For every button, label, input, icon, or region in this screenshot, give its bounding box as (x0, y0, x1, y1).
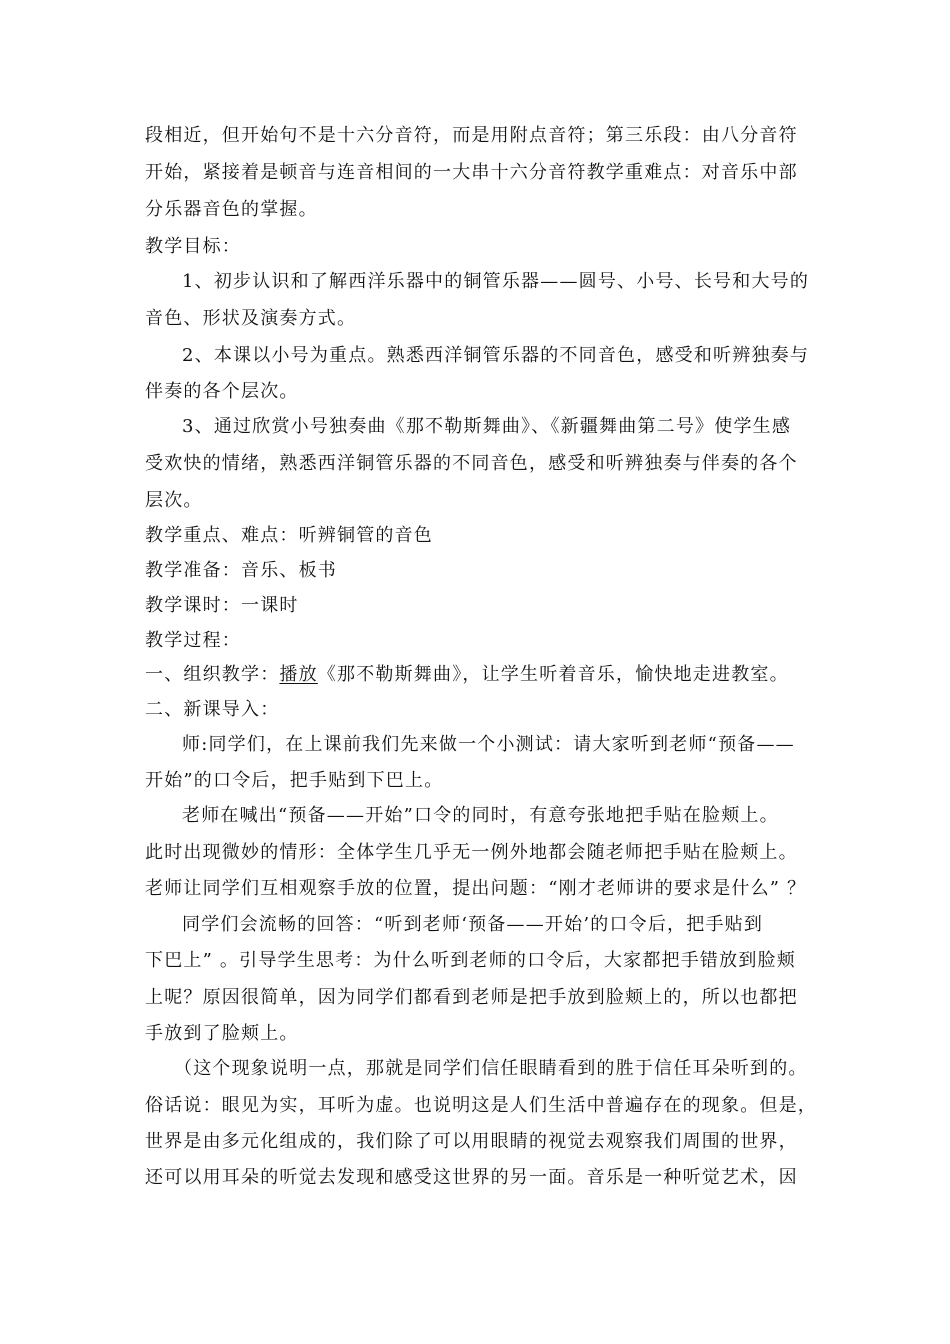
paragraph-line: 段相近，但开始句不是十六分音符，而是用附点音符；第三乐段：由八分音符 (145, 125, 798, 146)
objective-1-line: 音色、形状及演奏方式。 (145, 308, 357, 329)
dialogue-line: 开始”的口令后，把手贴到下巴上。 (145, 770, 444, 791)
paragraph-line: 还可以用耳朵的听觉去发现和感受这世界的另一面。音乐是一种听觉艺术，因 (145, 1167, 798, 1188)
section-heading-process: 教学过程： (145, 630, 241, 651)
key-points-line: 教学重点、难点：听辨铜管的音色 (145, 525, 433, 546)
step-1-suffix: 《那不勒斯舞曲》，让学生听着音乐，愉快地走进教室。 (317, 664, 789, 685)
paragraph-line: （这个现象说明一点，那就是同学们信任眼睛看到的胜于信任耳朵听到的。 (174, 1058, 808, 1079)
paragraph-line: 此时出现微妙的情形：全体学生几乎无一例外地都会随老师把手贴在脸颊上。 (145, 842, 798, 863)
objective-3-line: 受欢快的情绪，熟悉西洋铜管乐器的不同音色，感受和听辨独奏与伴奏的各个 (145, 453, 798, 474)
preparation-line: 教学准备：音乐、板书 (145, 560, 337, 581)
paragraph-line: 俗话说：眼见为实，耳听为虚。也说明这是人们生活中普遍存在的现象。但是， (145, 1095, 817, 1116)
paragraph-line: 同学们会流畅的回答：“听到老师‘预备——开始’的口令后，把手贴到 (182, 914, 764, 935)
step-2-heading: 二、新课导入： (145, 699, 280, 720)
step-1-prefix: 一、组织教学： (145, 664, 280, 685)
underlined-play-text: 播放 (279, 664, 318, 685)
paragraph-line: 老师在喊出“预备——开始”口令的同时，有意夸张地把手贴在脸颊上。 (182, 805, 779, 826)
section-heading-objectives: 教学目标： (145, 236, 241, 257)
objective-2-line: 2、本课以小号为重点。熟悉西洋铜管乐器的不同音色，感受和听辨独奏与 (182, 345, 810, 366)
dialogue-line: 师:同学们，在上课前我们先来做一个小测试：请大家听到老师“预备—— (182, 734, 795, 755)
paragraph-line: 上呢？原因很简单，因为同学们都看到老师是把手放到脸颊上的，所以也都把 (145, 987, 798, 1008)
paragraph-line: 下巴上” 。引导学生思考：为什么听到老师的口令后，大家都把手错放到脸颊 (145, 950, 796, 971)
paragraph-line: 开始，紧接着是顿音与连音相间的一大串十六分音符教学重难点：对音乐中部 (145, 162, 798, 183)
paragraph-line: 老师让同学们互相观察手放的位置，提出问题：“刚才老师讲的要求是什么” ？ (145, 878, 807, 899)
objective-1-line: 1、初步认识和了解西洋乐器中的铜管乐器——圆号、小号、长号和大号的 (182, 271, 810, 292)
paragraph-line: 分乐器音色的掌握。 (145, 199, 318, 220)
paragraph-line: 手放到了脸颊上。 (145, 1023, 299, 1044)
class-hours-line: 教学课时：一课时 (145, 595, 299, 616)
step-1-line (145, 663, 789, 687)
objective-3-line: 3、通过欣赏小号独奏曲《那不勒斯舞曲》、《新疆舞曲第二号》使学生感 (182, 416, 792, 437)
objective-3-line: 层次。 (145, 490, 203, 511)
objective-2-line: 伴奏的各个层次。 (145, 381, 299, 402)
paragraph-line: 世界是由多元化组成的，我们除了可以用眼睛的视觉去观察我们周围的世界， (145, 1131, 798, 1152)
